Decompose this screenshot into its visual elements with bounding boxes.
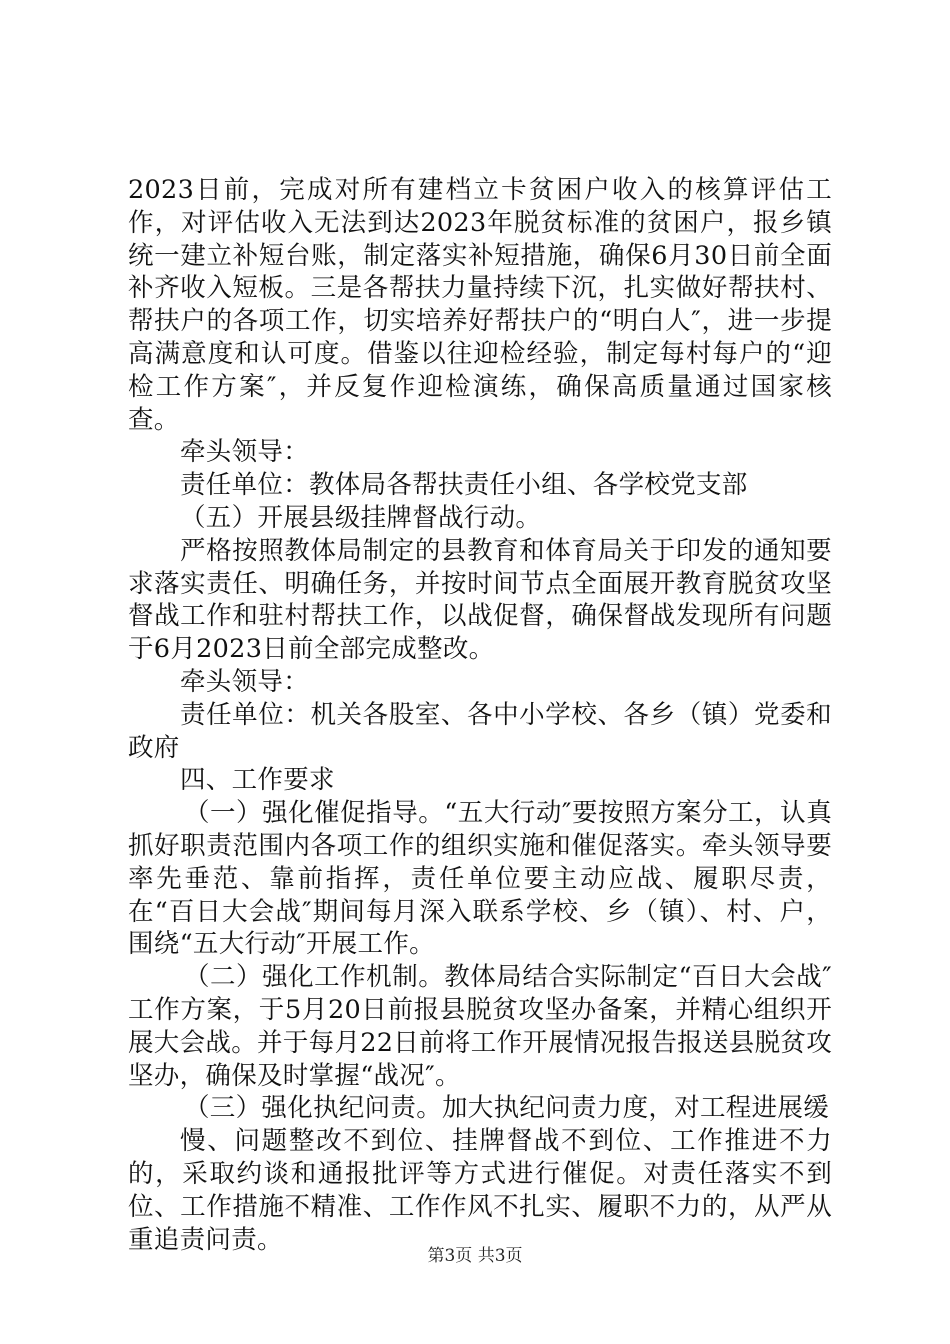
paragraph-requirement-three: （三）强化执纪问责。加大执纪问责力度，对工程进展缓 <box>184 1093 830 1124</box>
page-footer <box>0 1244 950 1268</box>
paragraph-section-five-heading: （五）开展县级挂牌督战行动。 <box>180 502 542 533</box>
paragraph-supervision-action: 严格按照教体局制定的县教育和体育局关于印发的通知要求落实责任、明确任务，并按时间节点全面展开教育脱贫攻坚督战工作和驻村帮扶工作，以战促督，确保督战发现所有问题于6月2023日前全部完成整改。 <box>128 535 832 665</box>
paragraph-responsible-unit-1: 责任单位：教体局各帮扶责任小组、各学校党支部 <box>180 470 748 501</box>
paragraph-requirement-two: （二）强化工作机制。教体局结合实际制定“百日大会战″工作方案，于5月20日前报县脱贫攻坚办备案，并精心组织开展大会战。并于每月22日前将工作开展情况报告报送县脱贫攻坚办，确保及时掌握“战况″。 <box>128 962 832 1091</box>
paragraph-responsible-unit-2: 责任单位：机关各股室、各中小学校、各乡（镇）党委和政府 <box>128 699 832 763</box>
paragraph-lead-leader-2: 牵头领导： <box>180 666 310 697</box>
paragraph-accountability: 慢、问题整改不到位、挂牌督战不到位、工作推进不力的，采取约谈和通报批评等方式进行催促。对责任落实不到位、工作措施不精准、工作作风不扎实、履职不力的，从严从重追责问责。 <box>128 1126 832 1255</box>
paragraph-income-assessment: 2023日前，完成对所有建档立卡贫困户收入的核算评估工作，对评估收入无法到达2023年脱贫标准的贫困户，报乡镇统一建立补短台账，制定落实补短措施，确保6月30日前全面补齐收入短板。三是各帮扶力量持续下沉，扎实做好帮扶村、帮扶户的各项工作，切实培养好帮扶户的“明白人″，进一步提高满意度和认可度。借鉴以往迎检经验，制定每村每户的“迎检工作方案″，并反复作迎检演练，确保高质量通过国家核查。 <box>128 175 832 435</box>
paragraph-lead-leader-1: 牵头领导： <box>180 437 310 468</box>
paragraph-requirement-one: （一）强化催促指导。“五大行动″要按照方案分工，认真抓好职责范围内各项工作的组织实施和催促落实。牵头领导要率先垂范、靠前指挥，责任单位要主动应战、履职尽责，在“百日大会战″期间每月深入联系学校、乡（镇）、村、户，围绕“五大行动″开展工作。 <box>128 798 832 960</box>
paragraph-work-requirements-heading: 四、工作要求 <box>180 765 335 796</box>
page-number-label: 第3页 共3页 <box>427 1246 523 1266</box>
document-body <box>128 174 832 1256</box>
